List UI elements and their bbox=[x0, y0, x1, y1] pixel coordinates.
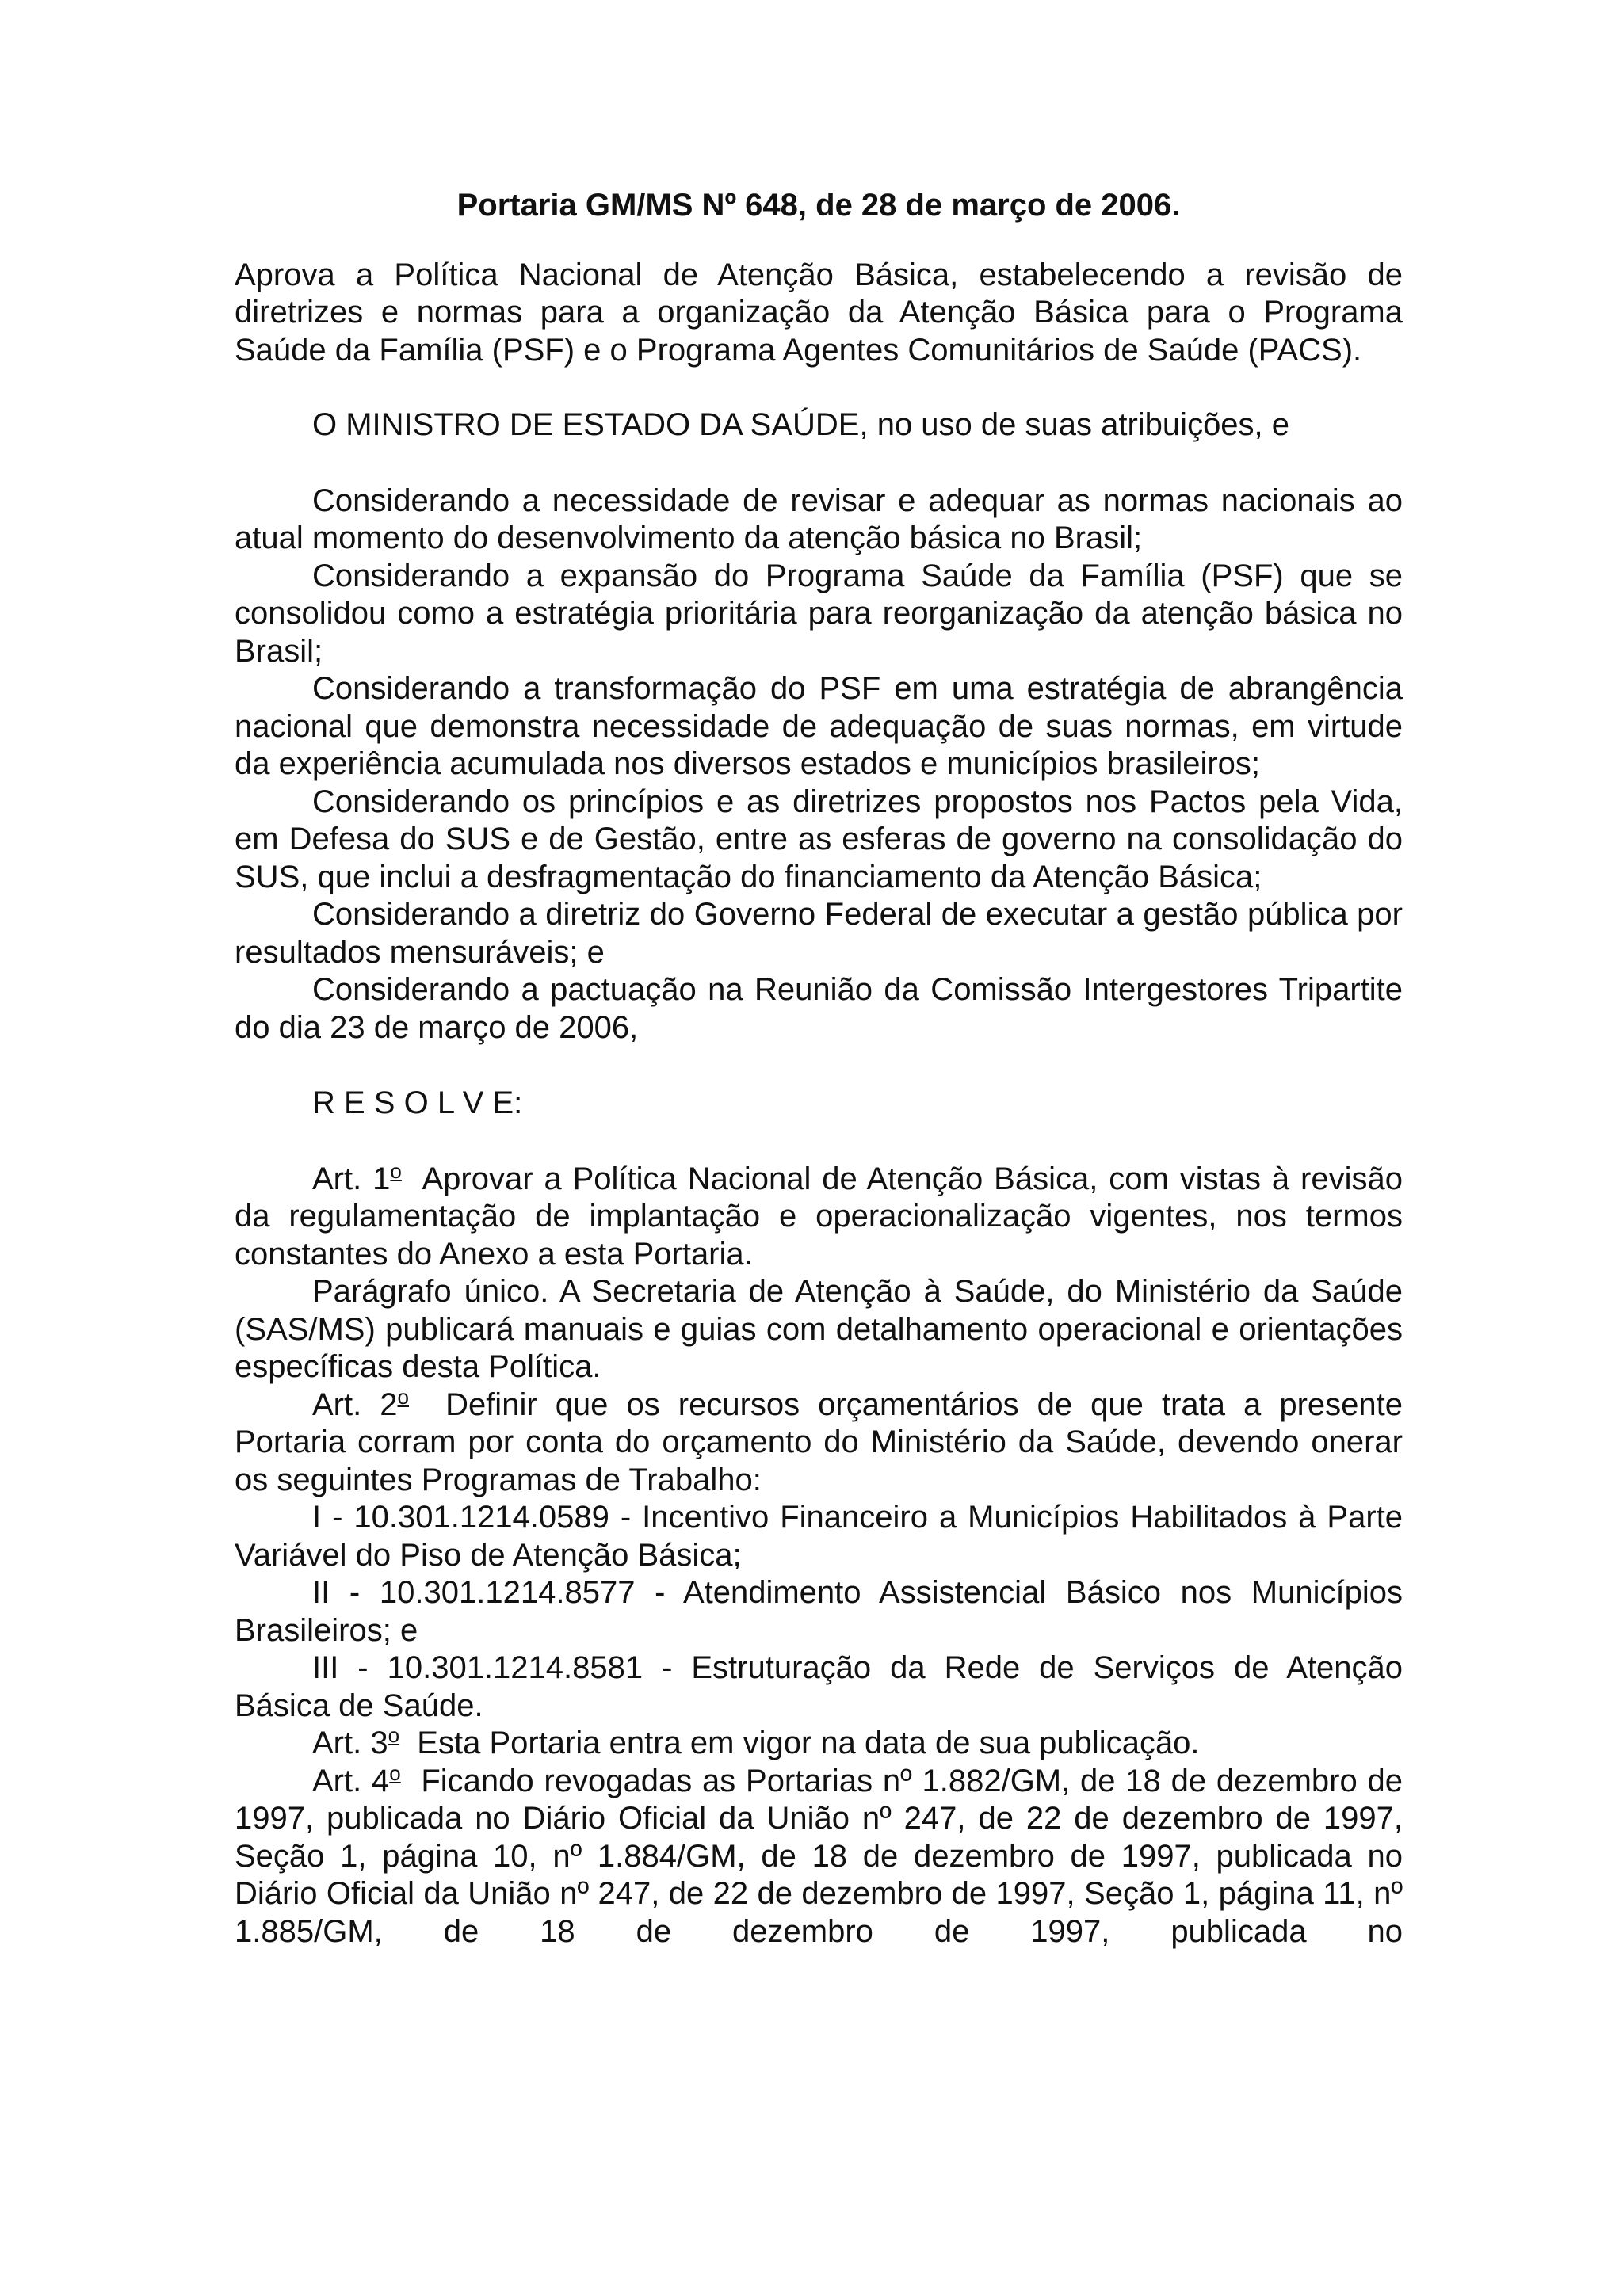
inciso-2: II - 10.301.1214.8577 - Atendimento Assistencial Básico nos Municípios Brasileiros; e bbox=[235, 1575, 1403, 1648]
article-2 bbox=[235, 1386, 1403, 1500]
considerando-3: Considerando a transformação do PSF em uma estratégia de abrangência nacional que demonstra necessidade de adequação de suas normas, em virtude da experiência acumulada nos diversos estados e municípios brasileiros; bbox=[235, 671, 1403, 781]
article-3-label: Art. 3 bbox=[312, 1726, 388, 1760]
paragrafo-unico: Parágrafo único. A Secretaria de Atenção à Saúde, do Ministério da Saúde (SAS/MS) publicará manuais e guias com detalhamento operacional e orientações específicas desta Política. bbox=[235, 1274, 1403, 1384]
article-3 bbox=[235, 1725, 1403, 1763]
document-summary: Aprova a Política Nacional de Atenção Básica, estabelecendo a revisão de diretrizes e normas para a organização da Atenção Básica para o Programa Saúde da Família (PSF) e o Programa Agentes Comunitários de Saúde (PACS). bbox=[235, 257, 1403, 368]
article-4-ordinal: o bbox=[389, 1760, 401, 1785]
ministro-paragraph: O MINISTRO DE ESTADO DA SAÚDE, no uso de suas atribuições, e bbox=[312, 407, 1290, 442]
article-4-text: Ficando revogadas as Portarias nº 1.882/GM, de 18 de dezembro de 1997, publicada no Diário Oficial da União nº 247, de 22 de dezembro de 1997, Seção 1, página 10, nº 1.884/GM, de 18 de dezembro de 1997, publicada no Diário Oficial da União nº 247, de 22 de dezembro de 1997, Seção 1, página 11, nº 1.885/GM, de 18 de dezembro de 1997, publicada no bbox=[235, 1763, 1403, 1949]
article-1-label: Art. 1 bbox=[312, 1161, 391, 1196]
document-title: Portaria GM/MS Nº 648, de 28 de março de 2006. bbox=[456, 188, 1181, 223]
inciso-3: III - 10.301.1214.8581 - Estruturação da Rede de Serviços de Atenção Básica de Saúde. bbox=[235, 1650, 1403, 1723]
article-2-ordinal: o bbox=[397, 1384, 409, 1409]
article-1-ordinal: o bbox=[390, 1158, 402, 1183]
article-3-ordinal: o bbox=[388, 1723, 400, 1747]
considerando-4: Considerando os princípios e as diretrizes propostos nos Pactos pela Vida, em Defesa do SUS e de Gestão, entre as esferas de governo na consolidação do SUS, que inclui a desfragmentação do financiamento da Atenção Básica; bbox=[235, 784, 1403, 894]
article-1 bbox=[235, 1158, 1403, 1274]
article-2-label: Art. 2 bbox=[312, 1386, 398, 1422]
resolve-heading: R E S O L V E: bbox=[312, 1085, 523, 1120]
considerando-2: Considerando a expansão do Programa Saúde da Família (PSF) que se consolidou como a estratégia prioritária para reorganização da atenção básica no Brasil; bbox=[235, 558, 1403, 669]
considerando-1: Considerando a necessidade de revisar e adequar as normas nacionais ao atual momento do desenvolvimento da atenção básica no Brasil; bbox=[235, 482, 1403, 555]
article-2-text: Definir que os recursos orçamentários de que trata a presente Portaria corram por conta do orçamento do Ministério da Saúde, devendo onerar os seguintes Programas de Trabalho: bbox=[235, 1386, 1403, 1497]
considerando-6: Considerando a pactuação na Reunião da Comissão Intergestores Tripartite do dia 23 de março de 2006, bbox=[235, 972, 1403, 1045]
considerando-5: Considerando a diretriz do Governo Federal de executar a gestão pública por resultados mensuráveis; e bbox=[235, 897, 1403, 970]
document-page bbox=[235, 187, 1403, 1951]
article-4-label: Art. 4 bbox=[312, 1763, 390, 1798]
article-3-text: Esta Portaria entra em vigor na data de sua publicação. bbox=[417, 1726, 1200, 1760]
inciso-1: I - 10.301.1214.0589 - Incentivo Financeiro a Municípios Habilitados à Parte Variável do Piso de Atenção Básica; bbox=[235, 1500, 1403, 1573]
article-1-text: Aprovar a Política Nacional de Atenção Básica, com vistas à revisão da regulamentação de implantação e operacionalização vigentes, nos termos constantes do Anexo a esta Portaria. bbox=[235, 1161, 1403, 1272]
article-4 bbox=[235, 1760, 1403, 1951]
